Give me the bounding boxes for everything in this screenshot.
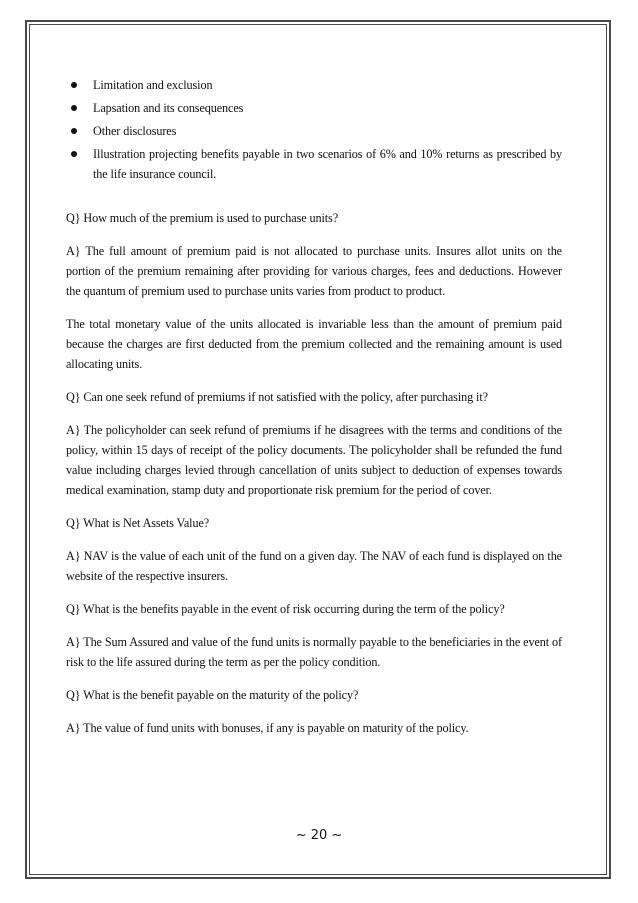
bullet-icon bbox=[71, 151, 77, 157]
answer: A} The full amount of premium paid is not allocated to purchase units. Insures allot units on the portion of the premium remaining after providing for various charges, fees and deductions. However the quantum of premium used to purchase units varies from product to product. bbox=[66, 244, 562, 298]
question: Q} What is the benefit payable on the maturity of the policy? bbox=[66, 688, 359, 702]
question: Q} What is Net Assets Value? bbox=[66, 516, 210, 530]
bullet-icon bbox=[71, 128, 77, 134]
bullet-list bbox=[66, 75, 562, 184]
question: Q} How much of the premium is used to purchase units? bbox=[66, 211, 339, 225]
bullet-text: Illustration projecting benefits payable in two scenarios of 6% and 10% returns as prescribed by the life insurance council. bbox=[93, 147, 562, 181]
bullet-text: Other disclosures bbox=[93, 124, 177, 138]
answer: The total monetary value of the units allocated is invariable less than the amount of premium paid because the charges are first deducted from the premium collected and the remaining amount is used allocating units. bbox=[66, 317, 562, 371]
bullet-item bbox=[66, 98, 562, 118]
answer: A} The policyholder can seek refund of premiums if he disagrees with the terms and conditions of the policy, within 15 days of receipt of the policy documents. The policyholder shall be refunded the fund value including charges levied through cancellation of units subject to deduction of expenses towards medical examination, stamp duty and proportionate risk premium for the period of cover. bbox=[66, 423, 562, 497]
document-body bbox=[66, 75, 562, 738]
bullet-text: Lapsation and its consequences bbox=[93, 101, 244, 115]
page-number: ~ 20 ~ bbox=[295, 828, 343, 843]
bullet-item bbox=[66, 75, 562, 95]
answer: A} NAV is the value of each unit of the fund on a given day. The NAV of each fund is displayed on the website of the respective insurers. bbox=[66, 549, 562, 583]
answer: A} The Sum Assured and value of the fund units is normally payable to the beneficiaries in the event of risk to the life assured during the term as per the policy condition. bbox=[66, 635, 562, 669]
bullet-item bbox=[66, 144, 562, 184]
bullet-icon bbox=[71, 82, 77, 88]
question: Q} Can one seek refund of premiums if not satisfied with the policy, after purchasing it? bbox=[66, 390, 488, 404]
bullet-text: Limitation and exclusion bbox=[93, 78, 213, 92]
answer: A} The value of fund units with bonuses, if any is payable on maturity of the policy. bbox=[66, 721, 469, 735]
bullet-item bbox=[66, 121, 562, 141]
bullet-icon bbox=[71, 105, 77, 111]
question: Q} What is the benefits payable in the event of risk occurring during the term of the policy? bbox=[66, 602, 505, 616]
